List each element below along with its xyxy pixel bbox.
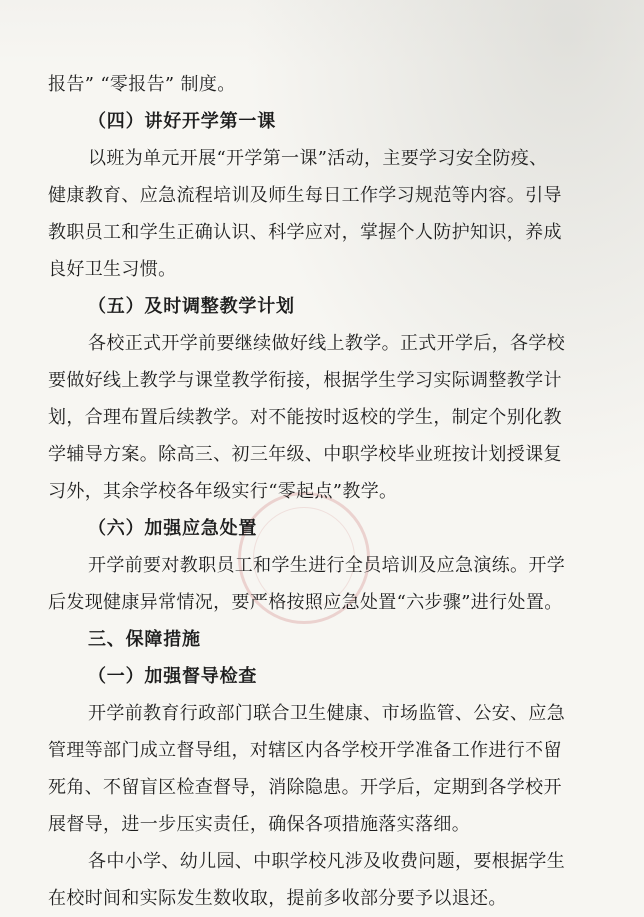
chapter-heading-3: 三、保障措施 bbox=[88, 629, 201, 650]
text-line-21: 展督导，进一步压实责任，确保各项措施落实落细。 bbox=[48, 814, 471, 835]
section-heading-4: （四）讲好开学第一课 bbox=[88, 111, 276, 132]
document-body bbox=[48, 66, 608, 917]
text-line-6: 良好卫生习惯。 bbox=[48, 259, 177, 280]
text-line-9: 要做好线上教学与课堂教学衔接，根据学生学习实际调整教学计 bbox=[48, 370, 562, 391]
text-line-8: 各校正式开学前要继续做好线上教学。正式开学后，各学校 bbox=[88, 333, 566, 354]
text-line-3: 以班为单元开展“开学第一课”活动，主要学习安全防疫、 bbox=[88, 148, 548, 169]
text-line-4: 健康教育、应急流程培训及师生每日工作学习规范等内容。引导 bbox=[48, 185, 562, 206]
text-line-11: 学辅导方案。除高三、初三年级、中职学校毕业班按计划授课复 bbox=[48, 444, 562, 465]
text-line-10: 划，合理布置后续教学。对不能按时返校的学生，制定个别化教 bbox=[48, 407, 562, 428]
text-line-14: 开学前要对教职员工和学生进行全员培训及应急演练。开学 bbox=[88, 555, 566, 576]
text-line-20: 死角、不留盲区检查督导，消除隐患。开学后，定期到各学校开 bbox=[48, 777, 562, 798]
section-heading-5: （五）及时调整教学计划 bbox=[88, 296, 295, 317]
text-line-12: 习外，其余学校各年级实行“零起点”教学。 bbox=[48, 481, 398, 502]
text-line-22: 各中小学、幼儿园、中职学校凡涉及收费问题，要根据学生 bbox=[88, 851, 566, 872]
text-line-1: 报告” “零报告” 制度。 bbox=[48, 74, 236, 95]
text-line-19: 管理等部门成立督导组，对辖区内各学校开学准备工作进行不留 bbox=[48, 740, 562, 761]
text-line-18: 开学前教育行政部门联合卫生健康、市场监管、公安、应急 bbox=[88, 703, 566, 724]
text-line-23: 在校时间和实际发生数收取，提前多收部分要予以退还。 bbox=[48, 888, 507, 909]
text-line-15: 后发现健康异常情况，要严格按照应急处置“六步骤”进行处置。 bbox=[48, 592, 563, 613]
section-heading-3-1: （一）加强督导检查 bbox=[88, 666, 258, 687]
text-line-5: 教职员工和学生正确认识、科学应对，掌握个人防护知识，养成 bbox=[48, 222, 562, 243]
section-heading-6: （六）加强应急处置 bbox=[88, 518, 258, 539]
